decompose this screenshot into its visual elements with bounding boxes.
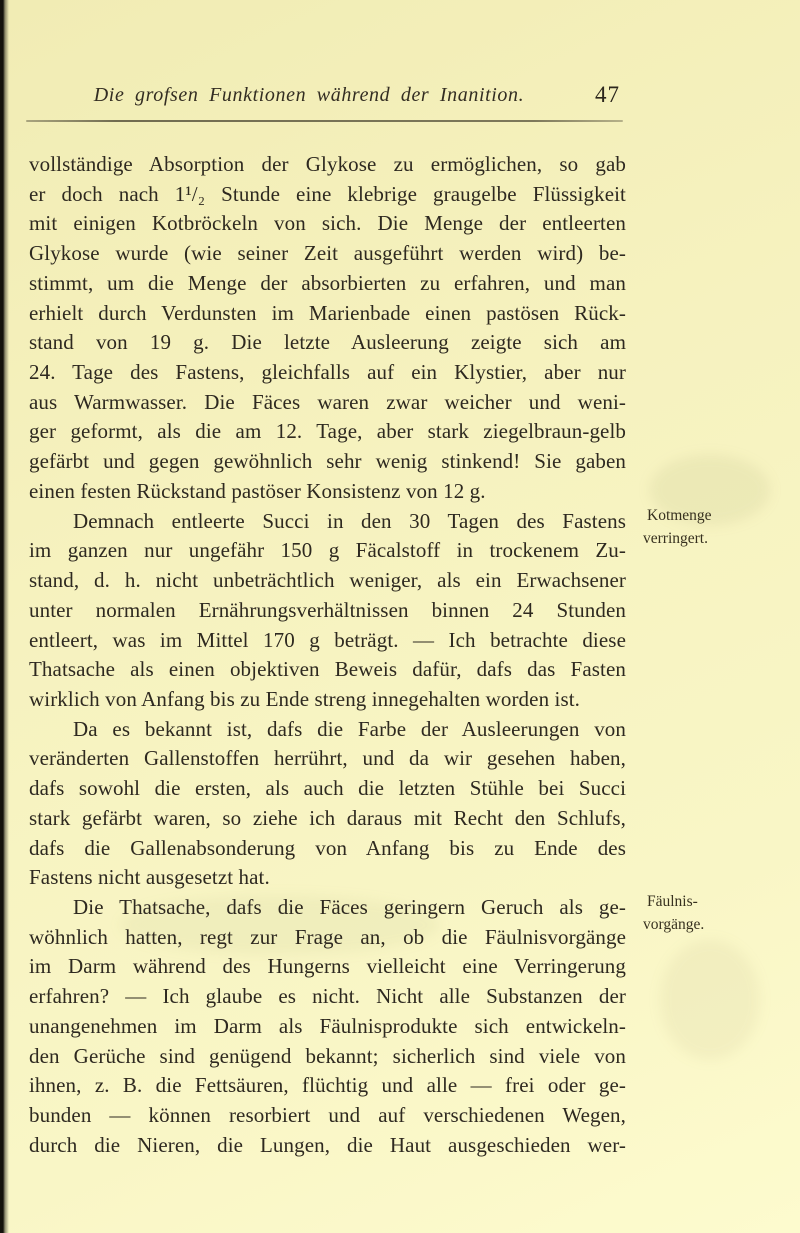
text-line: Glykose wurde (wie seiner Zeit ausgeführt werden wird) be- [29, 241, 626, 266]
margin-note-line: vorgänge. [643, 915, 705, 933]
margin-note-kotmenge [643, 505, 788, 550]
text-line: erfahren? — Ich glaube es nicht. Nicht alle Substanzen der [29, 984, 626, 1009]
text-line: veränderten Gallenstoffen herrührt, und da wir gesehen haben, [29, 746, 626, 771]
text-line: bunden — können resorbiert und auf verschiedenen Wegen, [29, 1103, 626, 1127]
body-text [29, 150, 626, 1160]
paragraph [29, 507, 626, 715]
margin-note-line: verringert. [643, 529, 708, 547]
text-line: ihnen, z. B. die Fettsäuren, flüchtig und alle — frei oder ge- [29, 1073, 626, 1098]
page-edge-shadow [0, 0, 9, 1233]
text-line: wirklich von Anfang bis zu Ende streng innegehalten worden ist. [29, 686, 581, 711]
text-line: er doch nach 1¹/₂ Stunde eine klebrige graugelbe Flüssigkeit [29, 181, 626, 206]
text-line: dafs sowohl die ersten, als auch die letzten Stühle bei Succi [29, 776, 626, 801]
text-line: gefärbt und gegen gewöhnlich sehr wenig stinkend! Sie gaben [29, 449, 626, 474]
page-number: 47 [595, 82, 620, 107]
text-line: Fastens nicht ausgesetzt hat. [29, 865, 270, 890]
text-line: Die Thatsache, dafs die Fäces geringern Geruch als ge- [73, 894, 626, 919]
header-rule [26, 120, 623, 122]
text-line: durch die Nieren, die Lungen, die Haut ausgeschieden wer- [29, 1132, 626, 1157]
show-through-smudge [660, 940, 760, 1060]
text-line: vollständige Absorption der Glykose zu ermöglichen, so gab [29, 152, 626, 176]
text-line: ger geformt, als die am 12. Tage, aber stark ziegelbraun-gelb [29, 419, 626, 444]
text-line: aus Warmwasser. Die Fäces waren zwar weicher und weni- [29, 389, 626, 414]
paragraph [29, 150, 626, 507]
text-line: erhielt durch Verdunsten im Marienbade einen pastösen Rück- [29, 300, 626, 325]
text-line: wöhnlich hatten, regt zur Frage an, ob die Fäulnisvorgänge [29, 924, 626, 949]
text-line: den Gerüche sind genügend bekannt; sicherlich sind viele von [29, 1043, 626, 1068]
text-line: stark gefärbt waren, so ziehe ich daraus mit Recht den Schlufs, [29, 805, 626, 830]
margin-note-line: Kotmenge [647, 507, 712, 524]
text-line: 24. Tage des Fastens, gleichfalls auf ein Klystier, aber nur [29, 360, 626, 385]
text-line: stimmt, um die Menge der absorbierten zu erfahren, und man [29, 270, 626, 295]
paragraph [29, 715, 626, 893]
running-header [29, 82, 626, 112]
text-line: stand, d. h. nicht unbeträchtlich weniger, als ein Erwachsener [29, 568, 626, 593]
text-line: im Darm während des Hungerns vielleicht eine Verringerung [29, 954, 626, 979]
text-line: mit einigen Kotbröckeln von sich. Die Menge der entleerten [29, 211, 626, 236]
text-line: Da es bekannt ist, dafs die Farbe der Ausleerungen von [73, 716, 626, 741]
text-line: Demnach entleerte Succi in den 30 Tagen des Fastens [73, 508, 626, 533]
margin-note-line: Fäulnis- [647, 893, 698, 910]
paragraph [29, 893, 626, 1160]
text-line: unter normalen Ernährungsverhältnissen binnen 24 Stunden [29, 597, 626, 622]
text-line: Thatsache als einen objektiven Beweis dafür, dafs das Fasten [29, 657, 626, 682]
text-line: unangenehmen im Darm als Fäulnisprodukte sich entwickeln- [29, 1013, 626, 1038]
running-title: Die grofsen Funktionen während der Inanition. [93, 84, 525, 106]
text-line: einen festen Rückstand pastöser Konsistenz von 12 g. [29, 478, 486, 503]
margin-note-faeulnis [643, 891, 788, 936]
text-line: entleert, was im Mittel 170 g beträgt. — Ich betrachte diese [29, 627, 626, 652]
text-line: dafs die Gallenabsonderung von Anfang bis zu Ende des [29, 835, 626, 860]
text-line: stand von 19 g. Die letzte Ausleerung zeigte sich am [29, 330, 626, 355]
text-line: im ganzen nur ungefähr 150 g Fäcalstoff in trockenem Zu- [29, 538, 626, 563]
